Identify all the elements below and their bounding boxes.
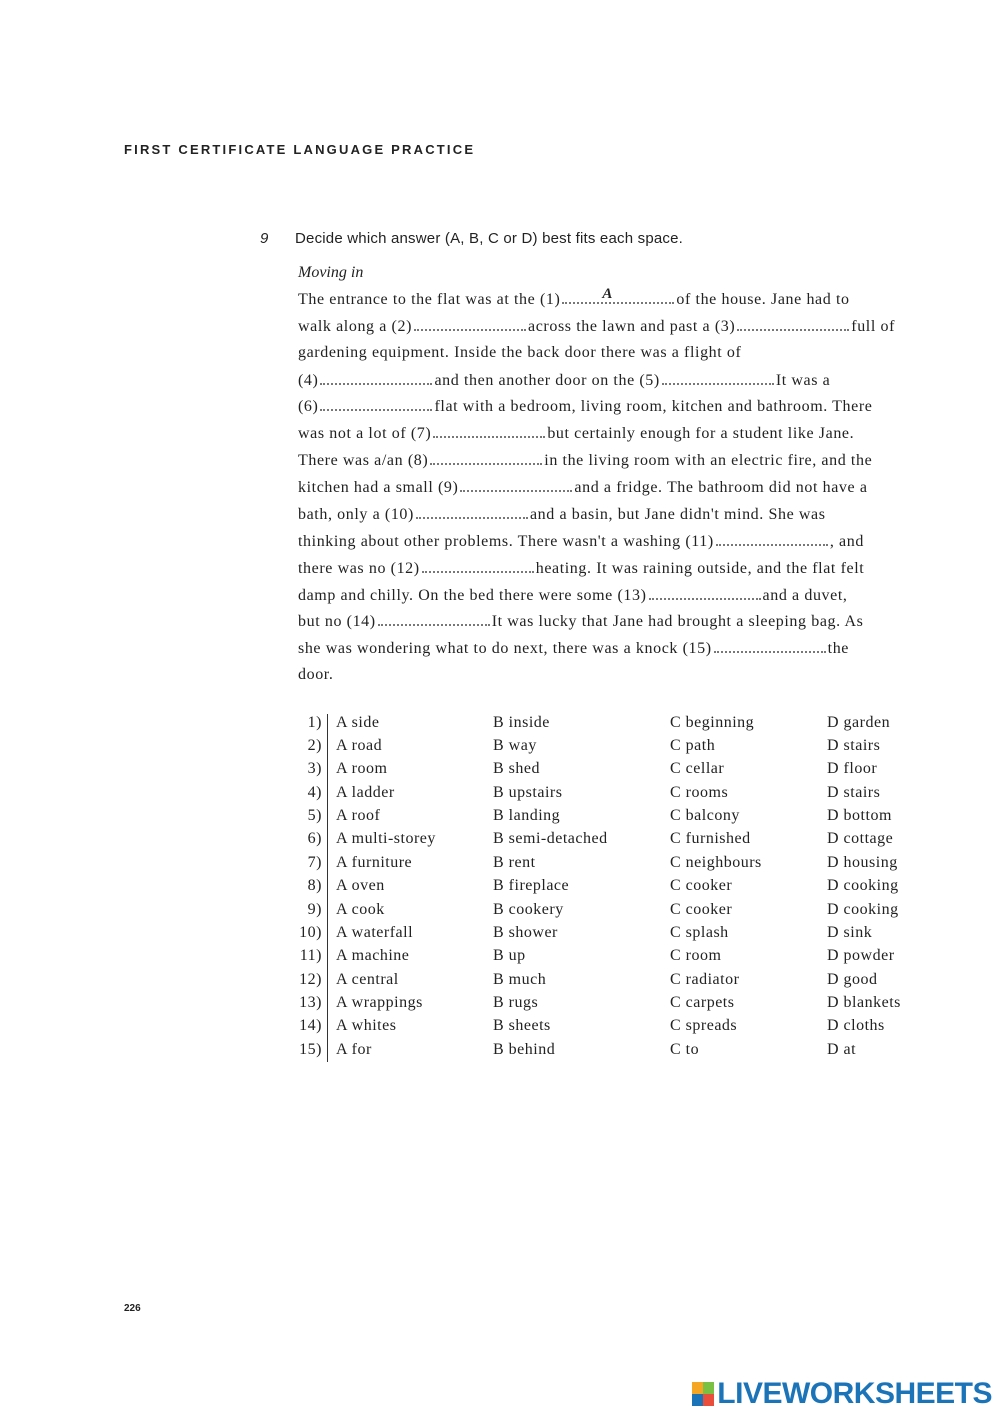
question-number: 8) [307, 877, 322, 894]
passage-text: of the house. Jane had to [676, 291, 850, 308]
passage-text: bath, only a (10) [298, 506, 414, 523]
passage-text: but no (14) [298, 613, 376, 630]
passage-line [298, 449, 918, 471]
option-a[interactable]: A road [336, 737, 383, 754]
passage-text: and then another door on the (5) [434, 372, 660, 389]
passage-line [298, 395, 918, 417]
option-b[interactable]: B semi-detached [493, 830, 608, 847]
question-number: 4) [307, 784, 322, 801]
option-row [296, 735, 936, 758]
question-number: 10) [299, 924, 322, 941]
passage-text: damp and chilly. On the bed there were some (13) [298, 587, 647, 604]
passage-text: full of [851, 318, 896, 335]
option-row [296, 712, 936, 735]
option-d[interactable]: D good [827, 971, 878, 988]
option-b[interactable]: B fireplace [493, 877, 570, 894]
passage-text: thinking about other problems. There wasn't a washing (11) [298, 533, 714, 550]
question-number: 5) [307, 807, 322, 824]
option-a[interactable]: A multi-storey [336, 830, 436, 847]
option-a[interactable]: A wrappings [336, 994, 423, 1011]
passage-text: the [827, 640, 850, 657]
option-c[interactable]: C spreads [670, 1017, 738, 1034]
question-number: 1) [307, 714, 322, 731]
logo-square [692, 1382, 703, 1394]
logo-square [703, 1394, 714, 1406]
answer-blank-13[interactable] [649, 584, 761, 600]
option-d[interactable]: D blankets [827, 994, 901, 1011]
answer-blank-11[interactable] [716, 530, 828, 546]
option-a[interactable]: A machine [336, 947, 410, 964]
passage-text: there was no (12) [298, 560, 420, 577]
answer-blank-15[interactable] [714, 637, 826, 653]
question-number: 6) [307, 830, 322, 847]
option-b[interactable]: B rent [493, 854, 536, 871]
option-row [296, 758, 936, 781]
passage-line [298, 288, 918, 310]
example-answer: A [602, 286, 614, 302]
logo-square [703, 1382, 714, 1394]
passage-text: door. [298, 666, 334, 683]
option-b[interactable]: B way [493, 737, 537, 754]
answer-blank-1[interactable] [562, 288, 674, 304]
option-d[interactable]: D cooking [827, 877, 899, 894]
answer-blank-8[interactable] [430, 449, 542, 465]
option-c[interactable]: C to [670, 1041, 700, 1058]
answer-blank-12[interactable] [422, 557, 534, 573]
passage-text: The entrance to the flat was at the (1) [298, 291, 561, 308]
option-a[interactable]: A ladder [336, 784, 395, 801]
brand-name: LIVEWORKSHEETS [717, 1377, 992, 1410]
option-row [296, 782, 936, 805]
option-row [296, 922, 936, 945]
liveworksheets-logo-icon [692, 1382, 714, 1406]
option-b[interactable]: B landing [493, 807, 561, 824]
passage-text: was not a lot of (7) [298, 425, 432, 442]
passage-text: gardening equipment. Inside the back door there was a flight of [298, 344, 742, 361]
option-c[interactable]: C radiator [670, 971, 740, 988]
question-number: 12) [299, 971, 322, 988]
option-row [296, 992, 936, 1015]
answer-blank-3[interactable] [737, 315, 849, 331]
option-d[interactable]: D cottage [827, 830, 894, 847]
option-c[interactable]: C cooker [670, 901, 733, 918]
option-b[interactable]: B behind [493, 1041, 556, 1058]
passage-text: There was a/an (8) [298, 452, 429, 469]
option-d[interactable]: D powder [827, 947, 895, 964]
question-number: 11) [299, 947, 322, 964]
option-row [296, 899, 936, 922]
option-row [296, 805, 936, 828]
question-number: 14) [299, 1017, 322, 1034]
answer-blank-5[interactable] [662, 369, 774, 385]
option-c[interactable]: C splash [670, 924, 729, 941]
option-c[interactable]: C path [670, 737, 716, 754]
option-a[interactable]: A oven [336, 877, 385, 894]
option-row [296, 969, 936, 992]
logo-square [692, 1394, 703, 1406]
option-c[interactable]: C cellar [670, 760, 725, 777]
option-d[interactable]: D bottom [827, 807, 892, 824]
option-d[interactable]: D garden [827, 714, 891, 731]
option-b[interactable]: B up [493, 947, 526, 964]
answer-blank-6[interactable] [320, 395, 432, 411]
option-b[interactable]: B upstairs [493, 784, 563, 801]
option-row [296, 1015, 936, 1038]
option-c[interactable]: C beginning [670, 714, 755, 731]
passage-line [298, 315, 918, 337]
option-b[interactable]: B sheets [493, 1017, 551, 1034]
option-b[interactable]: B inside [493, 714, 550, 731]
option-d[interactable]: D cooking [827, 901, 899, 918]
option-b[interactable]: B shed [493, 760, 540, 777]
option-d[interactable]: D at [827, 1041, 857, 1058]
option-c[interactable]: C furnished [670, 830, 751, 847]
option-a[interactable]: A central [336, 971, 399, 988]
passage-text: It was a [775, 372, 831, 389]
option-a[interactable]: A whites [336, 1017, 397, 1034]
option-c[interactable]: C neighbours [670, 854, 762, 871]
option-d[interactable]: D floor [827, 760, 878, 777]
passage-text: and a duvet, [762, 587, 848, 604]
passage-line [298, 584, 918, 606]
question-number: 7) [307, 854, 322, 871]
answer-blank-14[interactable] [378, 610, 490, 626]
passage-text: heating. It was raining outside, and the flat felt [535, 560, 865, 577]
exercise-instruction: Decide which answer (A, B, C or D) best fits each space. [295, 230, 684, 247]
exercise-number: 9 [260, 230, 269, 247]
passage-text: she was wondering what to do next, there was a knock (15) [298, 640, 712, 657]
option-c[interactable]: C rooms [670, 784, 729, 801]
answer-blank-7[interactable] [433, 422, 545, 438]
passage-line [298, 503, 918, 525]
option-a[interactable]: A for [336, 1041, 372, 1058]
option-a[interactable]: A roof [336, 807, 381, 824]
option-row [296, 828, 936, 851]
question-number: 9) [307, 901, 322, 918]
passage-text: walk along a (2) [298, 318, 413, 335]
option-d[interactable]: D housing [827, 854, 898, 871]
question-number: 2) [307, 737, 322, 754]
passage-text: in the living room with an electric fire, and the [544, 452, 873, 469]
option-b[interactable]: B much [493, 971, 547, 988]
passage-text: kitchen had a small (9) [298, 479, 459, 496]
question-number: 3) [307, 760, 322, 777]
passage-line [298, 664, 918, 686]
answer-blank-10[interactable] [416, 503, 528, 519]
passage-line [298, 637, 918, 659]
question-number: 15) [299, 1041, 322, 1058]
option-b[interactable]: B rugs [493, 994, 539, 1011]
passage-text: but certainly enough for a student like Jane. [547, 425, 855, 442]
option-d[interactable]: D sink [827, 924, 873, 941]
passage-line [298, 476, 918, 498]
option-row [296, 1039, 936, 1062]
answer-blank-4[interactable] [320, 369, 432, 385]
passage-text: and a fridge. The bathroom did not have a [574, 479, 868, 496]
passage-line [298, 422, 918, 444]
option-d[interactable]: D cloths [827, 1017, 885, 1034]
passage-line [298, 342, 918, 364]
question-number: 13) [299, 994, 322, 1011]
option-a[interactable]: A side [336, 714, 380, 731]
passage-line [298, 610, 918, 632]
option-row [296, 945, 936, 968]
page-number: 226 [124, 1303, 141, 1314]
passage-text: (4) [298, 372, 319, 389]
passage-text: It was lucky that Jane had brought a sleeping bag. As [491, 613, 864, 630]
answer-blank-9[interactable] [460, 476, 572, 492]
option-row [296, 852, 936, 875]
option-c[interactable]: C cooker [670, 877, 733, 894]
answer-blank-2[interactable] [414, 315, 526, 331]
option-a[interactable]: A furniture [336, 854, 413, 871]
option-b[interactable]: B cookery [493, 901, 564, 918]
passage-line [298, 557, 918, 579]
book-header: FIRST CERTIFICATE LANGUAGE PRACTICE [124, 142, 476, 157]
option-a[interactable]: A room [336, 760, 388, 777]
passage-line [298, 369, 918, 391]
option-a[interactable]: A cook [336, 901, 385, 918]
passage-line [298, 530, 918, 552]
option-d[interactable]: D stairs [827, 784, 881, 801]
passage-text: , and [829, 533, 864, 550]
option-a[interactable]: A waterfall [336, 924, 414, 941]
option-c[interactable]: C balcony [670, 807, 740, 824]
passage-text: (6) [298, 398, 319, 415]
liveworksheets-brand[interactable] [692, 1378, 992, 1410]
option-c[interactable]: C carpets [670, 994, 735, 1011]
passage-text: across the lawn and past a (3) [528, 318, 736, 335]
option-b[interactable]: B shower [493, 924, 558, 941]
passage-text: flat with a bedroom, living room, kitchen and bathroom. There [434, 398, 873, 415]
option-row [296, 875, 936, 898]
passage-text: and a basin, but Jane didn't mind. She was [529, 506, 826, 523]
passage-title: Moving in [298, 264, 364, 281]
option-c[interactable]: C room [670, 947, 722, 964]
option-d[interactable]: D stairs [827, 737, 881, 754]
